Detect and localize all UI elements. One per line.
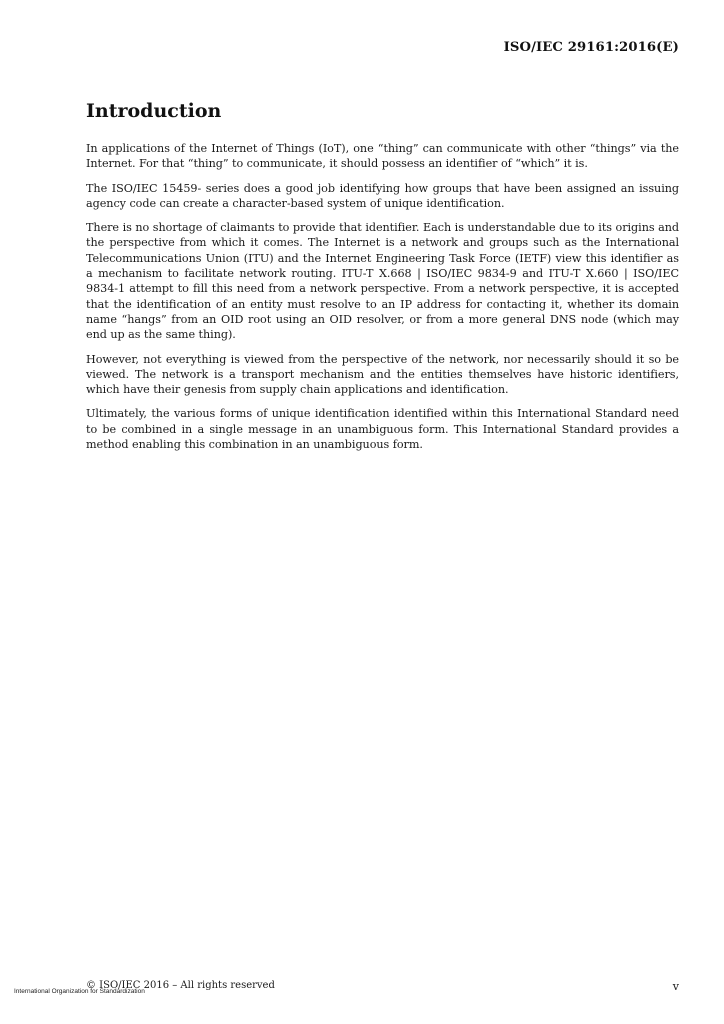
paragraph-3: There is no shortage of claimants to provide that identifier. Each is understandable due to its origins and the perspective from which it comes. The Internet is a network and groups such as the International Telecommunications Union (ITU) and the Internet Engineering Task Force (IETF) view this identifier as a mechanism to facilitate network routing. ITU-T X.668 | ISO/IEC 9834-9 and ITU-T X.660 | ISO/IEC 9834-1 attempt to fill this need from a network perspective. From a network perspective, it is accepted that the identification of an entity must resolve to an IP address for contacting it, whether its domain name “hangs” from an OID root using an OID resolver, or from a more general DNS node (which may end up as the same thing). bbox=[86, 221, 679, 342]
paragraph-1: In applications of the Internet of Things (IoT), one “thing” can communicate with other “things” via the Internet. For that “thing” to communicate, it should possess an identifier of “which” it is. bbox=[86, 142, 679, 171]
section-body bbox=[86, 141, 679, 461]
paragraph-5: Ultimately, the various forms of unique identification identified within this International Standard need to be combined in a single message in an unambiguous form. This International Standard provides a method enabling this combination in an unambiguous form. bbox=[86, 407, 679, 452]
copyright-notice: © ISO/IEC 2016 – All rights reserved bbox=[86, 980, 275, 991]
paragraph-2: The ISO/IEC 15459- series does a good job identifying how groups that have been assigned an issuing agency code can create a character-based system of unique identification. bbox=[86, 181, 679, 210]
paragraph-4: However, not everything is viewed from the perspective of the network, nor necessarily should it so be viewed. The network is a transport mechanism and the entities themselves have historic identifiers, which have their genesis from supply chain applications and identification. bbox=[86, 352, 679, 397]
section-title: Introduction bbox=[86, 100, 222, 122]
page-number: v bbox=[672, 980, 679, 993]
document-id-header: ISO/IEC 29161:2016(E) bbox=[503, 40, 679, 55]
organization-stamp: International Organization for Standardization bbox=[14, 988, 145, 995]
